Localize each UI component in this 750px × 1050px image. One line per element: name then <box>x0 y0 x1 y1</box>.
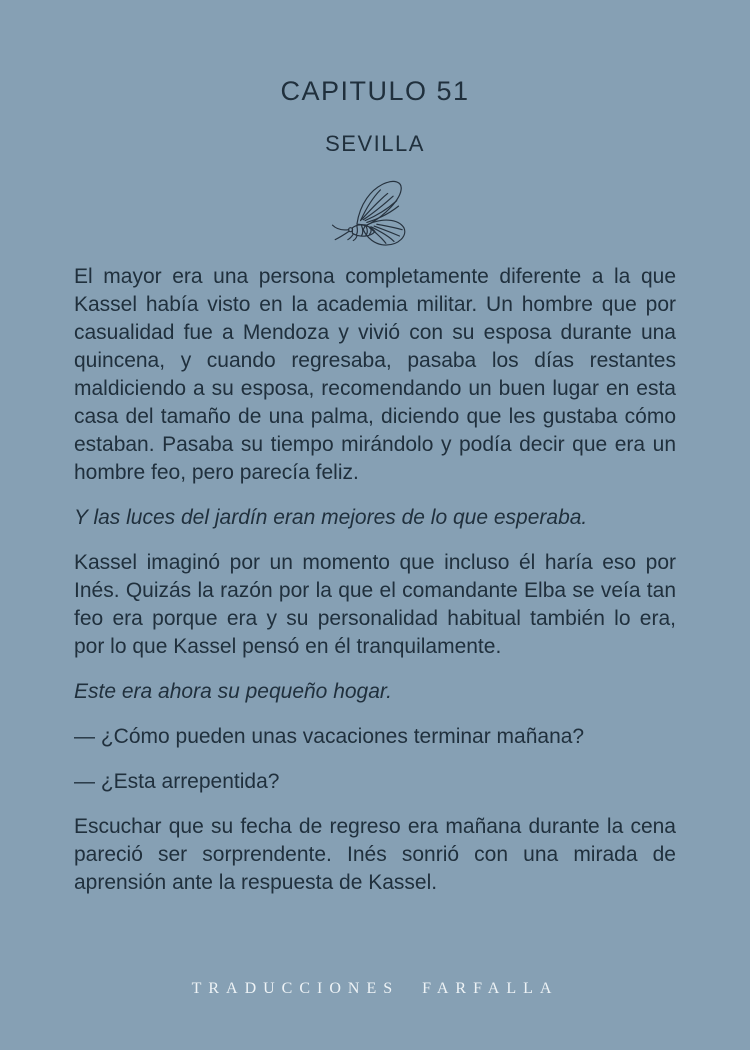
chapter-body <box>0 263 750 897</box>
chapter-title: CAPITULO 51 <box>280 76 470 106</box>
paragraph-italic: Este era ahora su pequeño hogar. <box>74 680 392 703</box>
paragraph: Kassel imaginó por un momento que incluso él haría eso por Inés. Quizás la razón por la que el comandante Elba se veía tan feo era porque era y su personalidad habitual también lo era, por lo que Kassel pensó en él tranquilamente. <box>74 551 676 658</box>
paragraph-italic: Y las luces del jardín eran mejores de lo que esperaba. <box>74 506 588 529</box>
translator-credit: TRADUCCIONES FARFALLA <box>191 980 559 997</box>
paragraph: Escuchar que su fecha de regreso era mañana durante la cena pareció ser sorprendente. Inés sonrió con una mirada de aprensión ante la respuesta de Kassel. <box>74 815 676 894</box>
butterfly-icon <box>329 242 421 259</box>
dialogue-line: — ¿Cómo pueden unas vacaciones terminar mañana? <box>74 725 585 748</box>
dialogue-line: — ¿Esta arrepentida? <box>74 770 280 793</box>
chapter-ornament <box>0 179 750 257</box>
paragraph: El mayor era una persona completamente diferente a la que Kassel había visto en la academia militar. Un hombre que por casualidad fue a Mendoza y vivió con su esposa durante una quincena, y cuando regresaba, pasaba los días restantes maldiciendo a su esposa, recomendando un buen lugar en esta casa del tamaño de una palma, diciendo que les gustaba cómo estaban. Pasaba su tiempo mirándolo y podía decir que era un hombre feo, pero parecía feliz. <box>74 265 676 484</box>
page-header <box>0 0 750 157</box>
chapter-subtitle: SEVILLA <box>325 131 425 156</box>
